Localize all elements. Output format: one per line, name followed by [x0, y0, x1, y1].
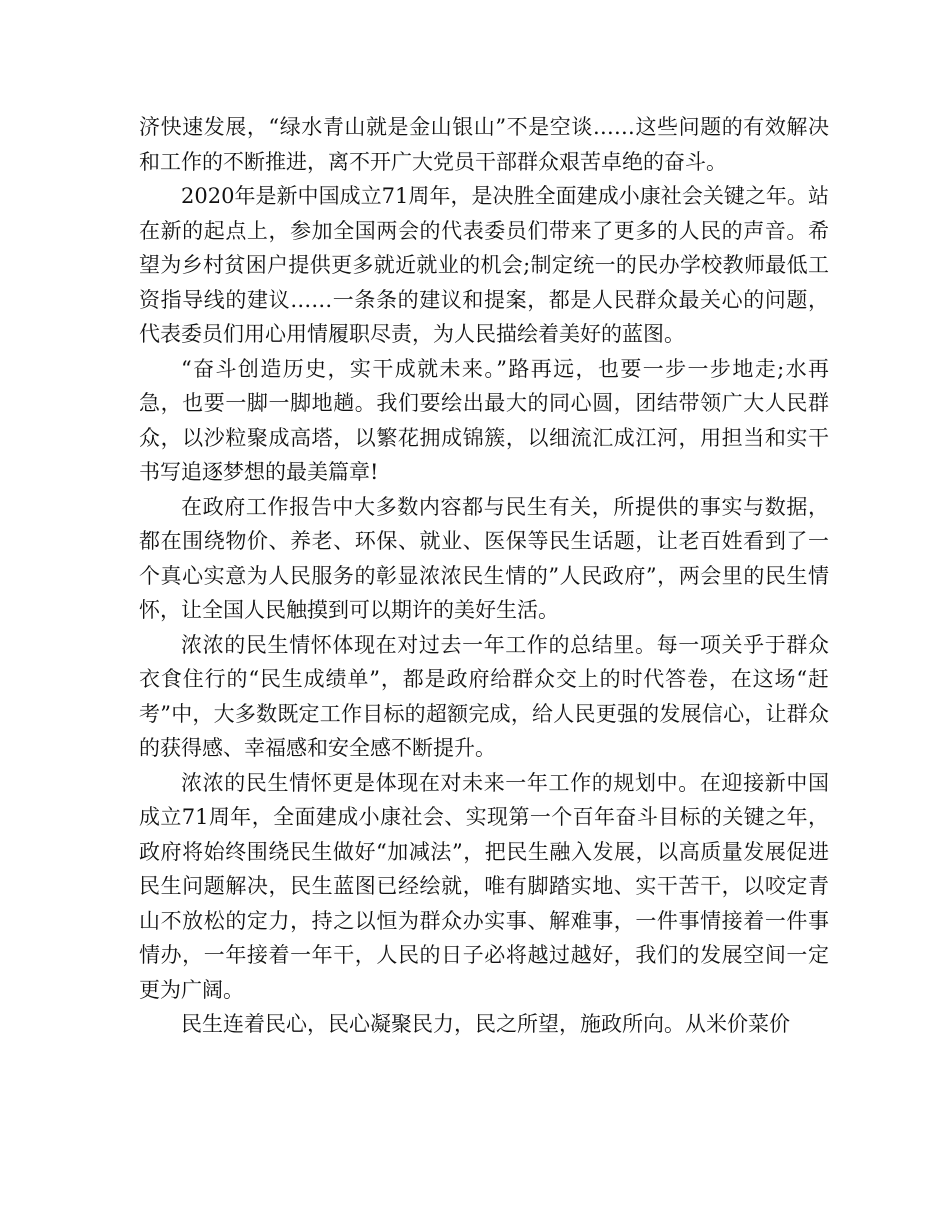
document-body	[139, 110, 829, 1042]
paragraph-past-year-summary: 浓浓的民生情怀体现在对过去一年工作的总结里。每一项关乎于群众衣食住行的“民生成绩单”，都是政府给群众交上的时代答卷，在这场“赶考”中，大多数既定工作目标的超额完成，给人民更强的发展信心，让群众的获得感、幸福感和安全感不断提升。	[139, 632, 829, 760]
paragraph-continuation: 济快速发展，“绿水青山就是金山银山”不是空谈……这些问题的有效解决和工作的不断推进，离不开广大党员干部群众艰苦卓绝的奋斗。	[139, 115, 829, 174]
paragraph-next-year-plan: 浓浓的民生情怀更是体现在对未来一年工作的规划中。在迎接新中国成立71周年，全面建成小康社会、实现第一个百年奋斗目标的关键之年，政府将始终围绕民生做好“加减法”，把民生融入发展，以高质量发展促进民生问题解决，民生蓝图已经绘就，唯有脚踏实地、实干苦干，以咬定青山不放松的定力，持之以恒为群众办实事、解难事，一件事情接着一件事情办，一年接着一年干，人民的日子必将越过越好，我们的发展空间一定更为广阔。	[139, 770, 829, 1002]
paragraph-2020-overview: 2020年是新中国成立71周年，是决胜全面建成小康社会关键之年。站在新的起点上，参加全国两会的代表委员们带来了更多的人民的声音。希望为乡村贫困户提供更多就近就业的机会;制定统一的民办学校教师最低工资指导线的建议……一条条的建议和提案，都是人民群众最关心的问题，代表委员们用心用情履职尽责，为人民描绘着美好的蓝图。	[139, 184, 829, 346]
paragraph-government-report: 在政府工作报告中大多数内容都与民生有关，所提供的事实与数据，都在围绕物价、养老、环保、就业、医保等民生话题，让老百姓看到了一个真心实意为人民服务的彰显浓浓民生情的”人民政府”，两会里的民生情怀，让全国人民触摸到可以期许的美好生活。	[139, 494, 829, 622]
paragraph-struggle-quote: “奋斗创造历史，实干成就未来。”路再远，也要一步一步地走;水再急，也要一脚一脚地趟。我们要绘出最大的同心圆，团结带领广大人民群众，以沙粒聚成高塔，以繁花拥成锦簇，以细流汇成江河，用担当和实干书写追逐梦想的最美篇章!	[139, 356, 829, 484]
paragraph-livelihood-trailing: 民生连着民心，民心凝聚民力，民之所望，施政所向。从米价菜价	[181, 1012, 790, 1036]
